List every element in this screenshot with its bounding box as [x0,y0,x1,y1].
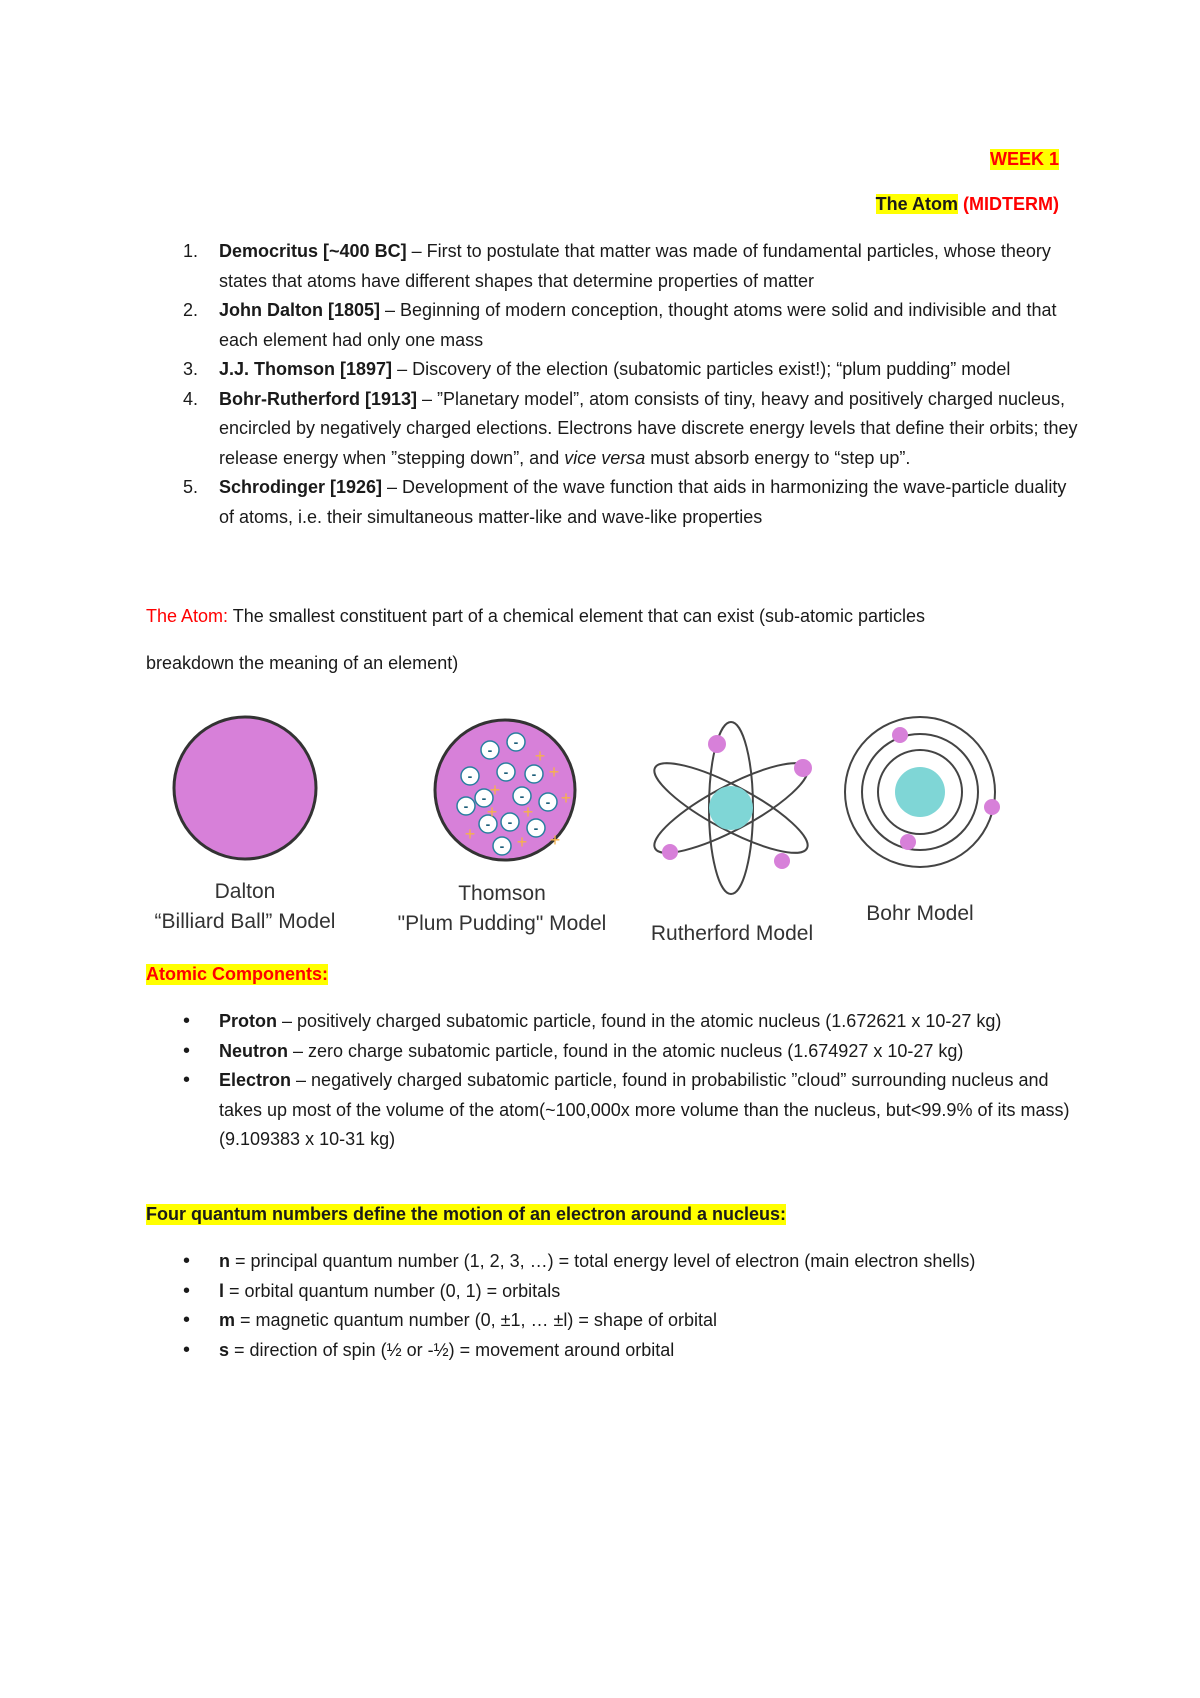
history-item [183,473,1083,532]
minus-sign: - [503,764,509,780]
plus-sign: + [464,824,476,844]
history-text: – Development of the wave function that aids in harmonizing the wave-particle duality of atoms, i.e. their simultaneous matter-like and wave-like properties [219,477,1067,527]
thomson-label: Thomson [458,882,546,905]
definition-line-1: The smallest constituent part of a chemical element that can exist (sub-atomic particles [228,606,926,626]
rutherford-label: Rutherford Model [650,922,814,945]
history-text: – Beginning of modern conception, thought atoms were solid and indivisible and that each element had only one mass [219,300,1057,350]
electron-icon [662,844,678,860]
particle-description: – negatively charged subatomic particle, found in probabilistic ”cloud” surrounding nucleus and takes up most of the volume of the atom(~100,000x more volume than the nucleus, but<99.9% of its mass)(9.109383 x 10-31 kg) [219,1070,1070,1149]
minus-sign: - [485,816,491,832]
minus-sign: - [481,790,487,806]
components-title: Atomic Components: [146,964,328,984]
minus-sign: - [463,798,469,814]
plus-sign: + [489,780,501,800]
list-item [183,1066,1073,1155]
scientist-name: John Dalton [1805] [219,300,381,320]
dalton-sublabel: “Billiard Ball” Model [154,910,336,933]
plus-sign: + [549,830,561,850]
particle-name: Proton [219,1011,277,1031]
quantum-symbol: n [219,1251,230,1271]
minus-sign: - [487,742,493,758]
electron-icon [900,834,916,850]
list-item [183,1247,1073,1277]
nucleus-icon [895,767,945,817]
history-italic: vice versa [564,447,646,468]
plus-sign: + [486,802,498,822]
electron-icon [794,759,812,777]
list-item [183,1007,1073,1037]
atomic-theory-history-list [183,237,1083,532]
list-item [183,1306,1073,1336]
atomic-components-list [183,1007,1073,1155]
list-number: 5. [183,477,199,497]
minus-sign: - [499,838,505,854]
electron-icon [774,853,790,869]
minus-sign: - [545,794,551,810]
plus-sign: + [560,788,572,808]
scientist-name: J.J. Thomson [1897] [219,359,393,379]
list-number: 1. [183,241,199,261]
nucleus-icon [709,786,753,830]
scientist-name: Democritus [~400 BC] [219,241,407,261]
plus-sign: + [548,762,560,782]
quantum-description: = direction of spin (½ or -½) = movement around orbital [229,1339,675,1360]
history-text: – First to postulate that matter was made of fundamental particles, whose theory states that atoms have different shapes that determine properties of matter [219,241,1051,291]
particle-name: Neutron [219,1040,288,1061]
list-item [183,1277,1073,1307]
definition-line-2: breakdown the meaning of an element) [146,653,459,673]
minus-sign: - [533,820,539,836]
minus-sign: - [519,788,525,804]
minus-sign: - [507,814,513,830]
plus-sign: + [522,802,534,822]
particle-description: – positively charged subatomic particle, found in the atomic nucleus (1.672621 x 10-27 kg) [277,1011,1002,1031]
minus-sign: - [467,768,473,784]
history-text: – Discovery of the election (subatomic particles exist!); “plum pudding” model [392,359,1011,379]
section-title [876,194,1059,215]
quantum-description: = magnetic quantum number (0, ±1, … ±l) = shape of orbital [235,1310,718,1330]
list-item [183,1037,1073,1067]
scientist-name: Bohr-Rutherford [1913] [219,388,418,409]
week-label: WEEK 1 [989,149,1059,169]
history-item [183,355,1083,385]
quantum-symbol: l [219,1280,225,1301]
quantum-symbol: s [219,1339,230,1360]
dalton-ball-icon [174,717,316,859]
quantum-description: = orbital quantum number (0, 1) = orbitals [224,1280,561,1301]
minus-sign: - [513,734,519,750]
definition-term: The Atom: [146,606,229,626]
electron-icon [892,727,908,743]
history-item [183,296,1083,355]
particle-description: – zero charge subatomic particle, found in the atomic nucleus (1.674927 x 10-27 kg) [288,1040,964,1061]
plus-sign: + [534,746,546,766]
minus-sign: - [531,766,537,782]
quantum-numbers-title: Four quantum numbers define the motion of an electron around a nucleus: [146,1204,787,1224]
history-item [183,385,1083,474]
atom-definition [146,606,1066,627]
history-text: must absorb energy to “step up”. [645,447,911,468]
title-text: The Atom [875,194,958,214]
list-number: 4. [183,388,199,409]
thomson-sublabel: "Plum Pudding" Model [397,912,607,935]
particle-name: Electron [219,1070,292,1090]
quantum-description: = principal quantum number (1, 2, 3, …) = total energy level of electron (main electron shells) [230,1251,976,1271]
history-item [183,237,1083,296]
history-text: – ”Planetary model”, atom consists of tiny, heavy and positively charged nucleus, encircled by negatively charged elections. Electrons have discrete energy levels that define their orbits; they release energy when ”stepping down”, and [219,388,1078,468]
electron-icon [708,735,726,753]
electron-icon [984,799,1000,815]
thomson-model [398,720,607,935]
atomic-models-figure [150,700,1050,960]
list-number: 2. [183,300,199,320]
rutherford-model [645,722,818,945]
dalton-model [155,717,336,933]
plus-sign: + [516,832,528,852]
scientist-name: Schrodinger [1926] [219,477,383,497]
quantum-symbol: m [219,1310,236,1330]
bohr-label: Bohr Model [866,902,974,925]
quantum-numbers-list [183,1247,1073,1365]
list-number: 3. [183,359,199,379]
list-item [183,1336,1073,1366]
dalton-label: Dalton [214,880,276,903]
bohr-model [845,717,1000,925]
title-tag: (MIDTERM) [963,194,1059,214]
